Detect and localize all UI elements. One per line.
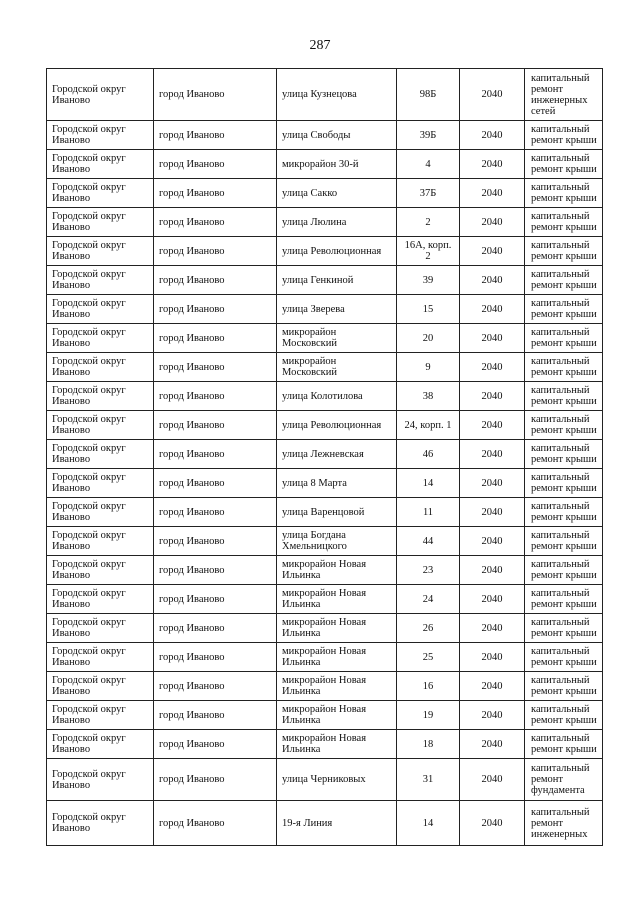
cell-work: капитальный ремонт крыши [525,121,603,150]
cell-work: капитальный ремонт крыши [525,440,603,469]
cell-work: капитальный ремонт крыши [525,353,603,382]
table-row [47,469,603,498]
cell-house: 19 [397,701,460,730]
cell-house: 26 [397,614,460,643]
cell-work: капитальный ремонт фундамента [525,759,603,801]
table-row [47,324,603,353]
cell-house: 23 [397,556,460,585]
cell-work: капитальный ремонт крыши [525,295,603,324]
cell-work: капитальный ремонт крыши [525,179,603,208]
cell-street: улица Черниковых [277,759,397,801]
cell-street: улица Варенцовой [277,498,397,527]
cell-street: микрорайон Новая Ильинка [277,672,397,701]
cell-district: Городской округ Иваново [47,801,154,846]
cell-house: 24, корп. 1 [397,411,460,440]
table-row [47,759,603,801]
cell-district: Городской округ Иваново [47,469,154,498]
cell-street: микрорайон Московский [277,353,397,382]
cell-city: город Иваново [154,701,277,730]
cell-city: город Иваново [154,121,277,150]
table-row [47,150,603,179]
cell-district: Городской округ Иваново [47,701,154,730]
cell-house: 25 [397,643,460,672]
cell-year: 2040 [460,527,525,556]
cell-district: Городской округ Иваново [47,150,154,179]
cell-street: 19-я Линия [277,801,397,846]
cell-street: улица Революционная [277,237,397,266]
cell-work: капитальный ремонт крыши [525,411,603,440]
cell-city: город Иваново [154,614,277,643]
table-row [47,353,603,382]
table-row [47,614,603,643]
cell-district: Городской округ Иваново [47,237,154,266]
cell-year: 2040 [460,69,525,121]
cell-year: 2040 [460,440,525,469]
cell-work: капитальный ремонт крыши [525,701,603,730]
cell-street: улица Богдана Хмельницкого [277,527,397,556]
cell-city: город Иваново [154,266,277,295]
cell-street: улица Люлина [277,208,397,237]
cell-house: 24 [397,585,460,614]
cell-city: город Иваново [154,730,277,759]
cell-city: город Иваново [154,643,277,672]
cell-street: улица Свободы [277,121,397,150]
cell-house: 9 [397,353,460,382]
cell-street: микрорайон 30-й [277,150,397,179]
cell-city: город Иваново [154,498,277,527]
cell-street: микрорайон Новая Ильинка [277,643,397,672]
table-row [47,266,603,295]
cell-city: город Иваново [154,295,277,324]
cell-city: город Иваново [154,69,277,121]
cell-street: улица Революционная [277,411,397,440]
cell-year: 2040 [460,614,525,643]
cell-street: микрорайон Московский [277,324,397,353]
cell-year: 2040 [460,382,525,411]
cell-district: Городской округ Иваново [47,498,154,527]
cell-street: микрорайон Новая Ильинка [277,701,397,730]
table-row [47,179,603,208]
cell-year: 2040 [460,121,525,150]
cell-house: 37Б [397,179,460,208]
table-row [47,701,603,730]
cell-house: 38 [397,382,460,411]
cell-year: 2040 [460,324,525,353]
cell-work: капитальный ремонт крыши [525,643,603,672]
cell-city: город Иваново [154,324,277,353]
cell-work: капитальный ремонт крыши [525,527,603,556]
cell-city: город Иваново [154,440,277,469]
table-row [47,382,603,411]
cell-district: Городской округ Иваново [47,527,154,556]
cell-district: Городской округ Иваново [47,614,154,643]
cell-street: микрорайон Новая Ильинка [277,614,397,643]
cell-district: Городской округ Иваново [47,69,154,121]
cell-district: Городской округ Иваново [47,672,154,701]
cell-work: капитальный ремонт крыши [525,150,603,179]
cell-work: капитальный ремонт крыши [525,237,603,266]
table-row [47,730,603,759]
table-row [47,585,603,614]
cell-year: 2040 [460,643,525,672]
cell-city: город Иваново [154,353,277,382]
cell-street: микрорайон Новая Ильинка [277,556,397,585]
cell-year: 2040 [460,730,525,759]
cell-street: улица Зверева [277,295,397,324]
cell-work: капитальный ремонт крыши [525,730,603,759]
buildings-table [46,68,603,846]
cell-house: 39 [397,266,460,295]
cell-work: капитальный ремонт крыши [525,614,603,643]
cell-city: город Иваново [154,759,277,801]
table-row [47,801,603,846]
cell-year: 2040 [460,237,525,266]
cell-district: Городской округ Иваново [47,208,154,237]
table-row [47,295,603,324]
cell-year: 2040 [460,411,525,440]
cell-year: 2040 [460,801,525,846]
cell-house: 14 [397,801,460,846]
cell-year: 2040 [460,585,525,614]
cell-house: 31 [397,759,460,801]
cell-street: улица Сакко [277,179,397,208]
cell-year: 2040 [460,266,525,295]
cell-street: улица Колотилова [277,382,397,411]
cell-district: Городской округ Иваново [47,121,154,150]
cell-work: капитальный ремонт инженерных сетей [525,69,603,121]
cell-house: 11 [397,498,460,527]
cell-street: улица Лежневская [277,440,397,469]
cell-city: город Иваново [154,801,277,846]
table-row [47,440,603,469]
cell-city: город Иваново [154,585,277,614]
table-row [47,556,603,585]
cell-street: микрорайон Новая Ильинка [277,585,397,614]
cell-house: 44 [397,527,460,556]
cell-house: 16 [397,672,460,701]
cell-year: 2040 [460,208,525,237]
cell-street: улица Генкиной [277,266,397,295]
cell-house: 4 [397,150,460,179]
cell-district: Городской округ Иваново [47,440,154,469]
table-row [47,411,603,440]
cell-district: Городской округ Иваново [47,759,154,801]
cell-city: город Иваново [154,556,277,585]
cell-city: город Иваново [154,150,277,179]
cell-year: 2040 [460,353,525,382]
cell-work: капитальный ремонт крыши [525,469,603,498]
table-row [47,237,603,266]
cell-city: город Иваново [154,179,277,208]
cell-street: улица 8 Марта [277,469,397,498]
page-number: 287 [309,38,331,53]
cell-year: 2040 [460,498,525,527]
cell-year: 2040 [460,469,525,498]
table-row [47,69,603,121]
cell-city: город Иваново [154,469,277,498]
cell-district: Городской округ Иваново [47,266,154,295]
cell-year: 2040 [460,150,525,179]
cell-year: 2040 [460,701,525,730]
cell-house: 16А, корп. 2 [397,237,460,266]
cell-work: капитальный ремонт крыши [525,498,603,527]
cell-house: 98Б [397,69,460,121]
cell-house: 18 [397,730,460,759]
table-row [47,643,603,672]
cell-house: 2 [397,208,460,237]
cell-year: 2040 [460,179,525,208]
cell-district: Городской округ Иваново [47,585,154,614]
cell-house: 39Б [397,121,460,150]
cell-work: капитальный ремонт крыши [525,324,603,353]
cell-district: Городской округ Иваново [47,353,154,382]
table-row [47,208,603,237]
cell-house: 15 [397,295,460,324]
cell-street: улица Кузнецова [277,69,397,121]
cell-house: 20 [397,324,460,353]
cell-year: 2040 [460,295,525,324]
cell-district: Городской округ Иваново [47,643,154,672]
cell-house: 46 [397,440,460,469]
cell-city: город Иваново [154,237,277,266]
cell-work: капитальный ремонт крыши [525,585,603,614]
table-row [47,498,603,527]
cell-street: микрорайон Новая Ильинка [277,730,397,759]
cell-work: капитальный ремонт крыши [525,266,603,295]
cell-year: 2040 [460,556,525,585]
cell-year: 2040 [460,672,525,701]
cell-work: капитальный ремонт крыши [525,208,603,237]
cell-work: капитальный ремонт инженерных [525,801,603,846]
cell-district: Городской округ Иваново [47,382,154,411]
cell-house: 14 [397,469,460,498]
cell-district: Городской округ Иваново [47,324,154,353]
cell-city: город Иваново [154,527,277,556]
cell-district: Городской округ Иваново [47,179,154,208]
cell-work: капитальный ремонт крыши [525,382,603,411]
cell-city: город Иваново [154,208,277,237]
cell-district: Городской округ Иваново [47,411,154,440]
table-row [47,672,603,701]
cell-year: 2040 [460,759,525,801]
cell-work: капитальный ремонт крыши [525,556,603,585]
cell-district: Городской округ Иваново [47,730,154,759]
cell-work: капитальный ремонт крыши [525,672,603,701]
table-row [47,121,603,150]
cell-city: город Иваново [154,672,277,701]
table-row [47,527,603,556]
cell-city: город Иваново [154,411,277,440]
cell-city: город Иваново [154,382,277,411]
cell-district: Городской округ Иваново [47,295,154,324]
cell-district: Городской округ Иваново [47,556,154,585]
